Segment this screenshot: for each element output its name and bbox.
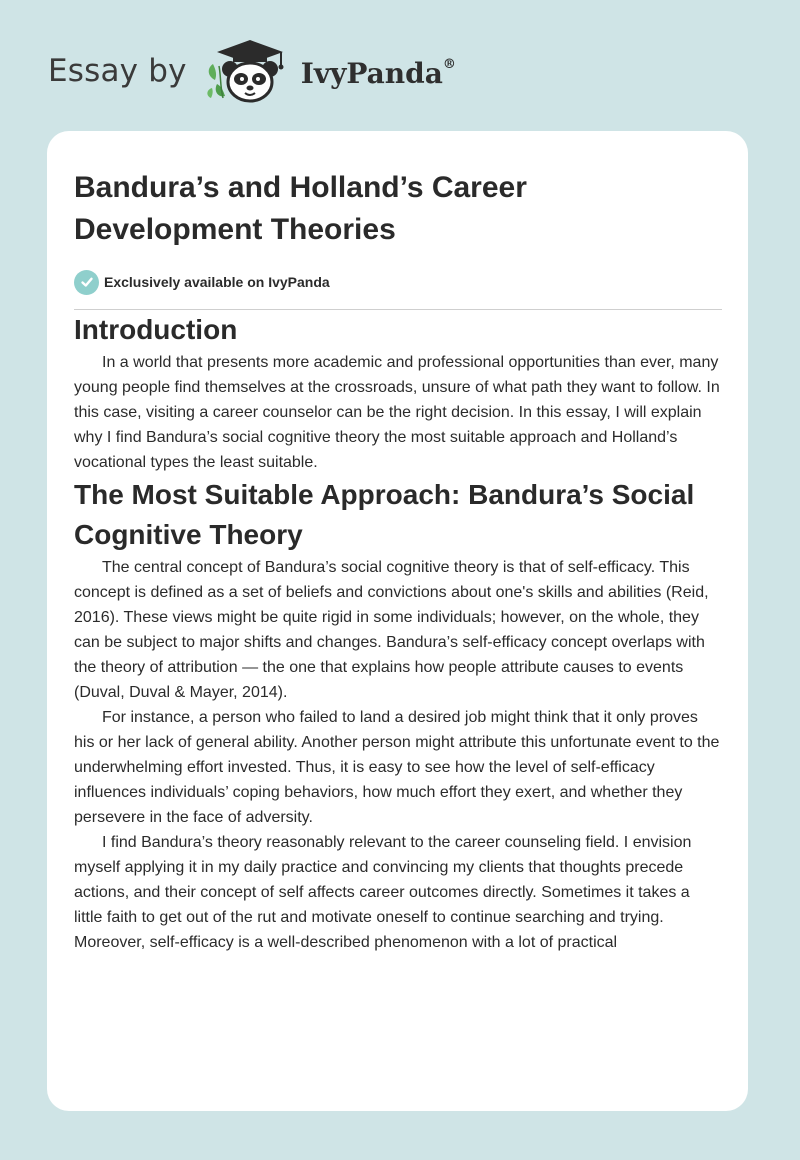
essay-card [47,131,748,1111]
checkmark-icon [74,270,99,295]
paragraph: In a world that presents more academic and professional opportunities than ever, many young people find themselves at the crossroads, unsure of what path they want to follow. In this case, visiting a career counselor can be the right decision. In this essay, I will explain why I find Bandura’s social cognitive theory the most suitable approach and Holland’s vocational types the least suitable. [74,354,720,471]
exclusive-badge [74,269,722,295]
essay-title: Bandura’s and Holland’s Career Development Theories [74,171,527,246]
paragraph: The central concept of Bandura’s social cognitive theory is that of self-efficacy. This concept is defined as a set of beliefs and convictions about one's skills and abilities (Reid, 2016). These views might be quite rigid in some individuals; however, on the whole, they can be subject to major shifts and changes. Bandura’s self-efficacy concept overlaps with the theory of attribution — the one that explains how people attribute causes to events (Duval, Duval & Mayer, 2014). [74,559,709,701]
section-heading-introduction: Introduction [74,314,238,345]
exclusive-badge-label: Exclusively available on IvyPanda [104,274,330,290]
paragraph: I find Bandura’s theory reasonably relevant to the career counseling field. I envision myself applying it in my daily practice and convincing my clients that thoughts precede actions, and their concept of self affects career outcomes directly. Sometimes it takes a little faith to get out of the rut and motivate oneself to continue searching and trying. Moreover, self-efficacy is a well-described phenomenon with a lot of practical [74,834,692,951]
site-header [48,36,456,106]
registered-mark: ® [442,57,456,73]
essay-by-label: Essay by [48,53,187,89]
brand-name[interactable]: IvyPanda® [300,56,456,90]
ivypanda-logo-icon[interactable] [203,36,297,106]
section-heading-most-suitable-approach: The Most Suitable Approach: Bandura’s Social Cognitive Theory [74,479,695,550]
paragraph: For instance, a person who failed to land a desired job might think that it only proves his or her lack of general ability. Another person might attribute this unfortunate event to the underwhelming effort invested. Thus, it is easy to see how the level of self-efficacy influences individuals’ coping behaviors, how much effort they exert, and whether they persevere in the face of adversity. [74,709,720,826]
